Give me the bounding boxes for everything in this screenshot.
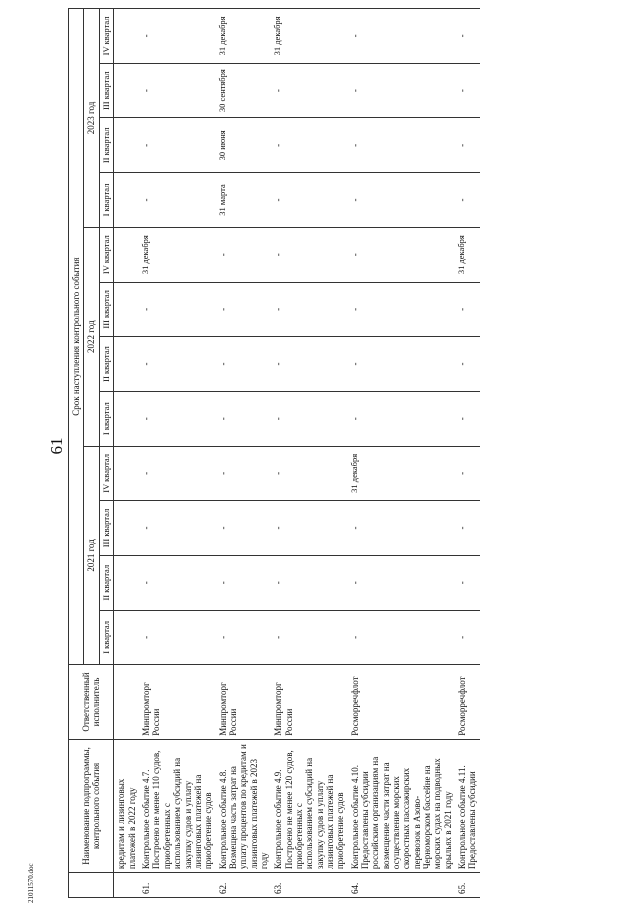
event-deadline: 31 декабря [348,446,455,501]
empty-mark: - [348,63,455,118]
empty-mark: - [139,63,215,118]
empty-mark: - [271,63,347,118]
empty-mark: - [348,337,455,392]
empty-mark: - [348,227,455,282]
empty-mark: - [271,337,347,392]
empty-mark: - [455,446,480,501]
empty-mark: - [455,9,480,64]
empty-mark: - [348,9,455,64]
event-deadline: 31 декабря [271,9,347,64]
event-deadline: 30 июня [216,118,272,173]
rotated-table-wrapper [68,8,605,898]
empty-mark [114,555,139,610]
empty-mark [114,501,139,556]
empty-mark: - [348,391,455,446]
event-name: Контрольное событие 4.10. Предоставлены субсидии российским организациям на возмещение части затрат на осуществление морских скоростных пассажирских перевозок в Азово-Черноморском бассейне на морских судах на подводных крыльях в 2021 году [348,739,455,872]
empty-mark: - [271,446,347,501]
header-name: Наименование подпрограммы, контрольного события [69,739,114,872]
event-deadline: 31 декабря [139,227,215,282]
row-number [114,873,139,898]
responsible-executor: Минпромторг России [216,665,272,740]
empty-mark: - [139,9,215,64]
empty-mark: - [139,282,215,337]
empty-mark: - [348,555,455,610]
responsible-executor: Росморречфлот [455,665,480,740]
empty-mark: - [455,118,480,173]
empty-mark: - [348,282,455,337]
empty-mark: - [139,337,215,392]
empty-mark: - [348,610,455,665]
footer-filename: 21011570.doc [27,863,35,903]
table-row [348,9,455,898]
empty-mark: - [455,501,480,556]
row-number: 62. [216,873,272,898]
empty-mark: - [139,501,215,556]
table-row [139,9,215,898]
empty-mark: - [271,501,347,556]
header-quarter: I квартал [99,173,114,228]
responsible-executor: Росморречфлот [348,665,455,740]
event-deadline: 31 марта [216,173,272,228]
header-year: 2021 год [84,446,99,665]
empty-mark [114,118,139,173]
header-quarter: II квартал [99,118,114,173]
table-row [114,9,139,898]
empty-mark: - [139,555,215,610]
empty-mark [114,63,139,118]
header-quarter: IV квартал [99,227,114,282]
empty-mark: - [455,610,480,665]
empty-mark [114,446,139,501]
empty-mark: - [271,118,347,173]
header-quarter: II квартал [99,337,114,392]
page-number: 61 [47,437,66,455]
header-responsible: Ответственный исполнитель [69,665,114,740]
empty-mark: - [216,337,272,392]
event-deadline: 30 сентября [216,63,272,118]
empty-mark [114,173,139,228]
empty-mark: - [348,118,455,173]
empty-mark: - [139,118,215,173]
empty-mark [114,610,139,665]
header-year: 2023 год [84,9,99,228]
responsible-executor: Минпромторг России [139,665,215,740]
header-quarter: III квартал [99,282,114,337]
responsible-executor [114,665,139,740]
table-row [216,9,272,898]
empty-mark: - [455,337,480,392]
table-row [271,9,347,898]
empty-mark: - [216,446,272,501]
header-num [69,873,114,898]
empty-mark: - [216,282,272,337]
table-row [455,9,480,898]
header-period: Срок наступления контрольного события [69,9,84,665]
empty-mark: - [348,501,455,556]
control-events-table [68,8,480,898]
event-name: Контрольное событие 4.8. Возмещена часть затрат на уплату процентов по кредитам и лизинговых платежей в 2023 году [216,739,272,872]
empty-mark: - [271,173,347,228]
empty-mark: - [139,391,215,446]
table-body [114,9,480,898]
event-name: Контрольное событие 4.9. Построено не менее 120 судов, приобретенных с использованием субсидий на закупку судов и уплату лизинговых платежей на приобретение судов [271,739,347,872]
header-quarter: II квартал [99,555,114,610]
empty-mark: - [271,391,347,446]
empty-mark [114,391,139,446]
header-quarter: IV квартал [99,9,114,64]
empty-mark: - [348,173,455,228]
empty-mark: - [455,391,480,446]
empty-mark: - [455,282,480,337]
empty-mark: - [139,446,215,501]
event-name: Контрольное событие 4.11. Предоставлены субсидии [455,739,480,872]
table-header [69,9,114,898]
event-deadline: 31 декабря [455,227,480,282]
empty-mark: - [271,282,347,337]
row-number: 63. [271,873,347,898]
empty-mark: - [216,501,272,556]
event-name: кредитам и лизинговых платежей в 2022 году [114,739,139,872]
empty-mark [114,337,139,392]
header-year: 2022 год [84,227,99,446]
responsible-executor: Минпромторг России [271,665,347,740]
header-quarter: III квартал [99,63,114,118]
empty-mark: - [455,555,480,610]
header-quarter: I квартал [99,391,114,446]
empty-mark: - [216,610,272,665]
empty-mark: - [216,555,272,610]
header-quarter: IV квартал [99,446,114,501]
empty-mark: - [139,173,215,228]
empty-mark: - [455,173,480,228]
empty-mark: - [271,227,347,282]
empty-mark [114,282,139,337]
empty-mark: - [271,610,347,665]
empty-mark: - [271,555,347,610]
row-number: 64. [348,873,455,898]
empty-mark [114,227,139,282]
empty-mark: - [139,610,215,665]
empty-mark: - [216,391,272,446]
row-number: 61. [139,873,215,898]
header-quarter: I квартал [99,610,114,665]
event-name: Контрольное событие 4.7. Построено не менее 110 судов, приобретенных с использованием субсидий на закупку судов и уплату лизинговых платежей на приобретение судов [139,739,215,872]
event-deadline: 31 декабря [216,9,272,64]
empty-mark: - [216,227,272,282]
row-number: 65. [455,873,480,898]
header-quarter: III квартал [99,501,114,556]
empty-mark [114,9,139,64]
empty-mark: - [455,63,480,118]
